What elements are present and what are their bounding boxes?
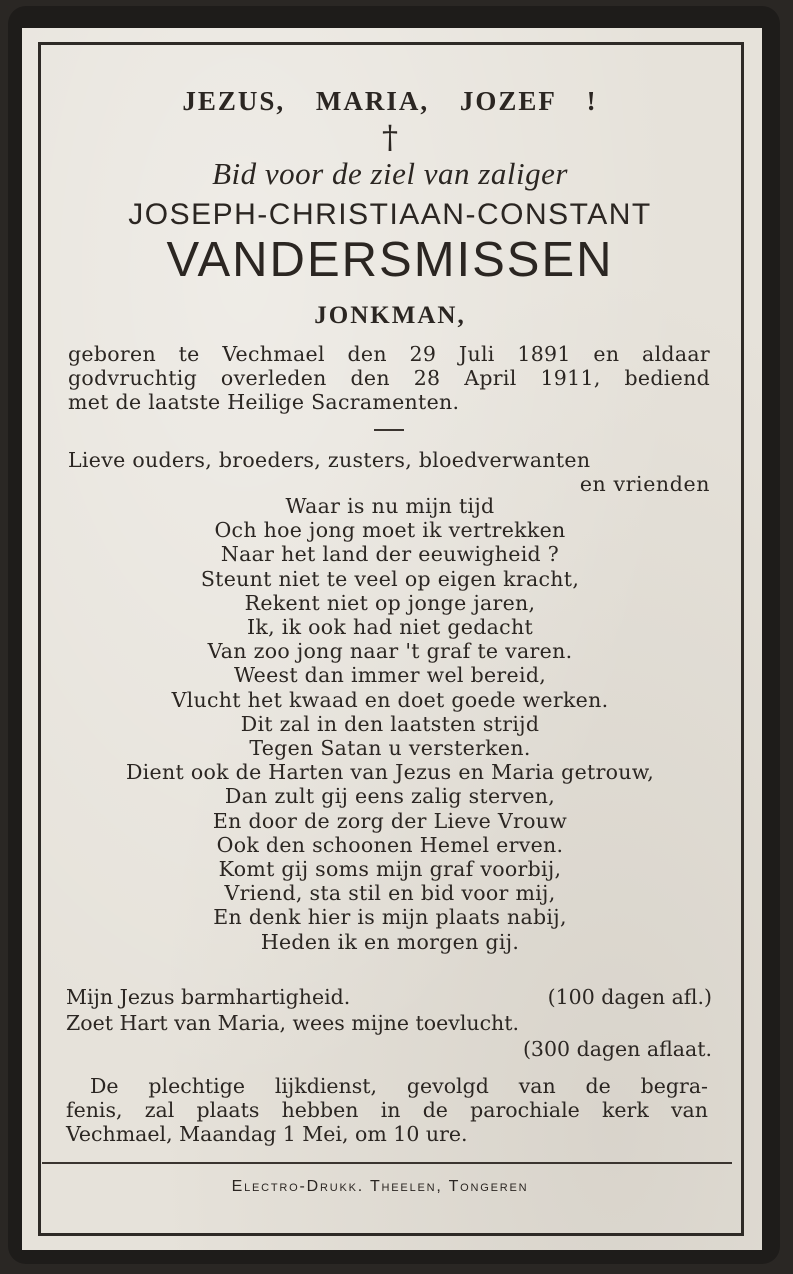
poem-line: Ik, ik ook had niet gedacht	[246, 615, 533, 640]
cross-icon: †	[382, 118, 398, 156]
poem-line: En denk hier is mijn plaats nabij,	[213, 905, 567, 930]
poem-line: Vriend, sta stil en bid voor mij,	[224, 881, 556, 906]
bio-line: met de laatste Heilige Sacramenten.	[68, 390, 460, 414]
poem-line: Dan zult gij eens zalig sterven,	[224, 784, 556, 809]
poem-line: Dit zal in den laatsten strijd	[240, 711, 540, 736]
funeral-notice	[66, 1074, 708, 1146]
poem-line: Dient ook de Harten van Jezus en Maria getrouw,	[125, 760, 655, 785]
poem-line: Steunt niet te veel op eigen kracht,	[200, 566, 580, 591]
poem-line: Naar het land der eeuwigheid ?	[220, 542, 560, 567]
surname: VANDERSMISSEN	[166, 233, 614, 287]
footer-rule	[42, 1162, 732, 1164]
poem-line: Och hoe jong moet ik vertrekken	[214, 518, 566, 543]
poem-line: Waar is nu mijn tijd	[285, 494, 495, 518]
prayer-row	[66, 984, 712, 1010]
poem	[70, 494, 710, 954]
indulgence-note: (100 dagen afl.)	[547, 985, 712, 1009]
given-names: JOSEPH-CHRISTIAAN-CONSTANT	[128, 198, 652, 231]
poem-line: Van zoo jong naar 't graf te varen.	[207, 639, 573, 664]
divider-dash	[374, 429, 404, 431]
poem-line: Ook den schoonen Hemel erven.	[216, 832, 564, 857]
indulgence-note: (300 dagen aflaat.	[522, 1037, 712, 1061]
poem-line: Rekent niet op jonge jaren,	[244, 590, 536, 615]
poem-line: Tegen Satan u versterken.	[249, 736, 531, 761]
address-line: en vrienden	[579, 472, 710, 496]
poem-line: Weest dan immer wel bereid,	[233, 663, 547, 688]
poem-line: En door de zorg der Lieve Vrouw	[212, 808, 568, 833]
prayer-text: Mijn Jezus barmhartigheid.	[66, 985, 351, 1009]
address-line: Lieve ouders, broeders, zusters, bloedverwanten	[68, 448, 591, 472]
civil-status: JONKMAN,	[314, 302, 466, 329]
poem-line: Vlucht het kwaad en doet goede werken.	[171, 687, 609, 712]
address-block	[68, 448, 710, 496]
invocation-heading: JEZUS, MARIA, JOZEF !	[182, 86, 598, 116]
biography	[68, 342, 710, 414]
printer-credit: Electro-Drukk. Theelen, Tongeren	[231, 1178, 529, 1195]
funeral-line: fenis, zal plaats hebben in de parochiale kerk van	[66, 1098, 708, 1122]
funeral-line: De plechtige lijkdienst, gevolgd van de begra-	[90, 1074, 708, 1098]
prayer-text: Zoet Hart van Maria, wees mijne toevlucht.	[66, 1011, 520, 1035]
poem-line: Komt gij soms mijn graf voorbij,	[218, 857, 562, 882]
poem-line: Heden ik en morgen gij.	[260, 929, 520, 954]
prayer-line: Bid voor de ziel van zaliger	[212, 156, 568, 191]
funeral-line: Vechmael, Maandag 1 Mei, om 10 ure.	[66, 1122, 468, 1146]
bio-line: godvruchtig overleden den 28 April 1911, bediend	[68, 366, 710, 390]
indulgence-prayers	[66, 984, 712, 1062]
bio-line: geboren te Vechmael den 29 Juli 1891 en aldaar	[68, 342, 710, 366]
